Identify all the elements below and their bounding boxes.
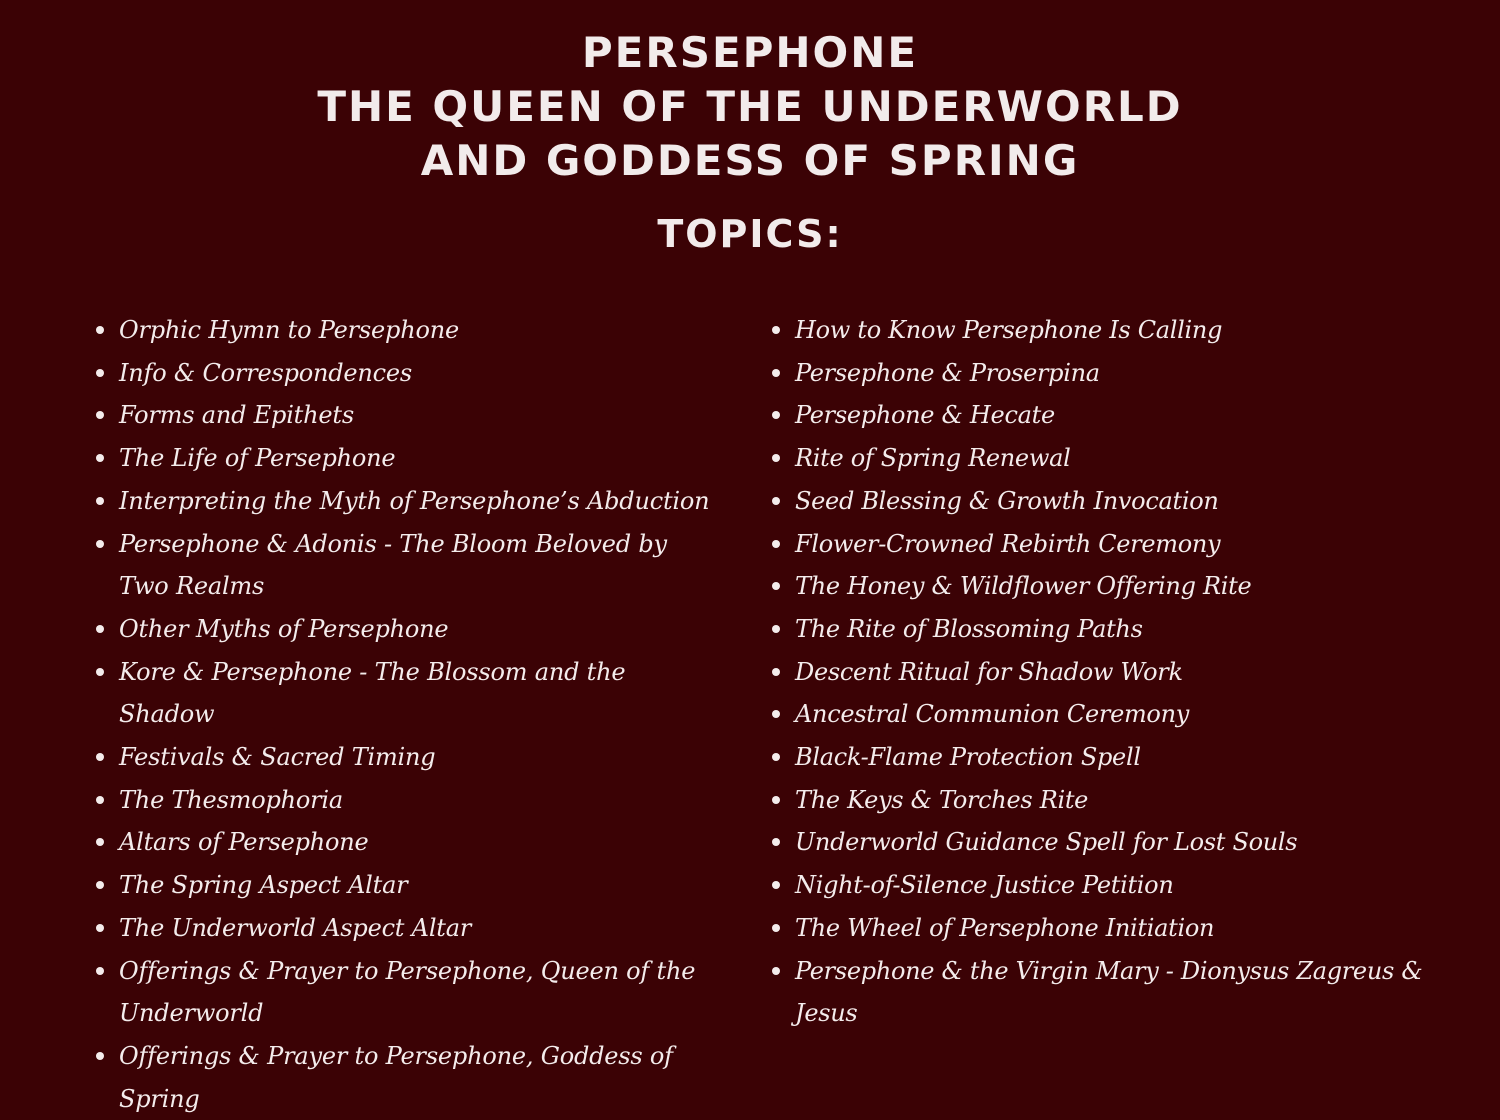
topic-item: The Thesmophoria bbox=[94, 779, 714, 822]
topic-item: Persephone & Proserpina bbox=[770, 352, 1470, 395]
topic-item: Ancestral Communion Ceremony bbox=[770, 693, 1470, 736]
topic-item: Info & Correspondences bbox=[94, 352, 714, 395]
topic-item: Descent Ritual for Shadow Work bbox=[770, 651, 1470, 694]
topic-item: Black-Flame Protection Spell bbox=[770, 736, 1470, 779]
topics-list-left bbox=[94, 309, 714, 1120]
topic-item: Underworld Guidance Spell for Lost Souls bbox=[770, 821, 1470, 864]
topic-item: The Keys & Torches Rite bbox=[770, 779, 1470, 822]
topic-item: Interpreting the Myth of Persephone’s Abduction bbox=[94, 480, 714, 523]
topic-item: Night-of-Silence Justice Petition bbox=[770, 864, 1470, 907]
topic-item: Altars of Persephone bbox=[94, 821, 714, 864]
title-line-2: THE QUEEN OF THE UNDERWORLD bbox=[317, 82, 1183, 131]
topic-item: Kore & Persephone - The Blossom and the Shadow bbox=[94, 651, 714, 736]
topic-item: The Rite of Blossoming Paths bbox=[770, 608, 1470, 651]
topic-item: Flower-Crowned Rebirth Ceremony bbox=[770, 523, 1470, 566]
topic-item: How to Know Persephone Is Calling bbox=[770, 309, 1470, 352]
topic-item: Forms and Epithets bbox=[94, 394, 714, 437]
topic-item: Persephone & Hecate bbox=[770, 394, 1470, 437]
title-line-1: PERSEPHONE bbox=[581, 28, 919, 77]
title-line-3: AND GODDESS OF SPRING bbox=[420, 136, 1080, 185]
topic-item: The Honey & Wildflower Offering Rite bbox=[770, 565, 1470, 608]
topic-item: The Wheel of Persephone Initiation bbox=[770, 907, 1470, 950]
topic-item: The Underworld Aspect Altar bbox=[94, 907, 714, 950]
topic-item: The Life of Persephone bbox=[94, 437, 714, 480]
topic-item: The Spring Aspect Altar bbox=[94, 864, 714, 907]
topic-item: Orphic Hymn to Persephone bbox=[94, 309, 714, 352]
topic-item: Other Myths of Persephone bbox=[94, 608, 714, 651]
topic-item: Seed Blessing & Growth Invocation bbox=[770, 480, 1470, 523]
topics-list-right bbox=[770, 309, 1470, 1035]
topic-item: Persephone & Adonis - The Bloom Beloved by Two Realms bbox=[94, 523, 714, 608]
topic-item: Festivals & Sacred Timing bbox=[94, 736, 714, 779]
topic-item: Rite of Spring Renewal bbox=[770, 437, 1470, 480]
topic-item: Offerings & Prayer to Persephone, Goddess of Spring bbox=[94, 1035, 714, 1120]
topic-item: Persephone & the Virgin Mary - Dionysus Zagreus & Jesus bbox=[770, 950, 1470, 1035]
page-title bbox=[0, 26, 1500, 188]
topic-item: Offerings & Prayer to Persephone, Queen of the Underworld bbox=[94, 950, 714, 1035]
topics-heading: TOPICS: bbox=[657, 212, 843, 256]
